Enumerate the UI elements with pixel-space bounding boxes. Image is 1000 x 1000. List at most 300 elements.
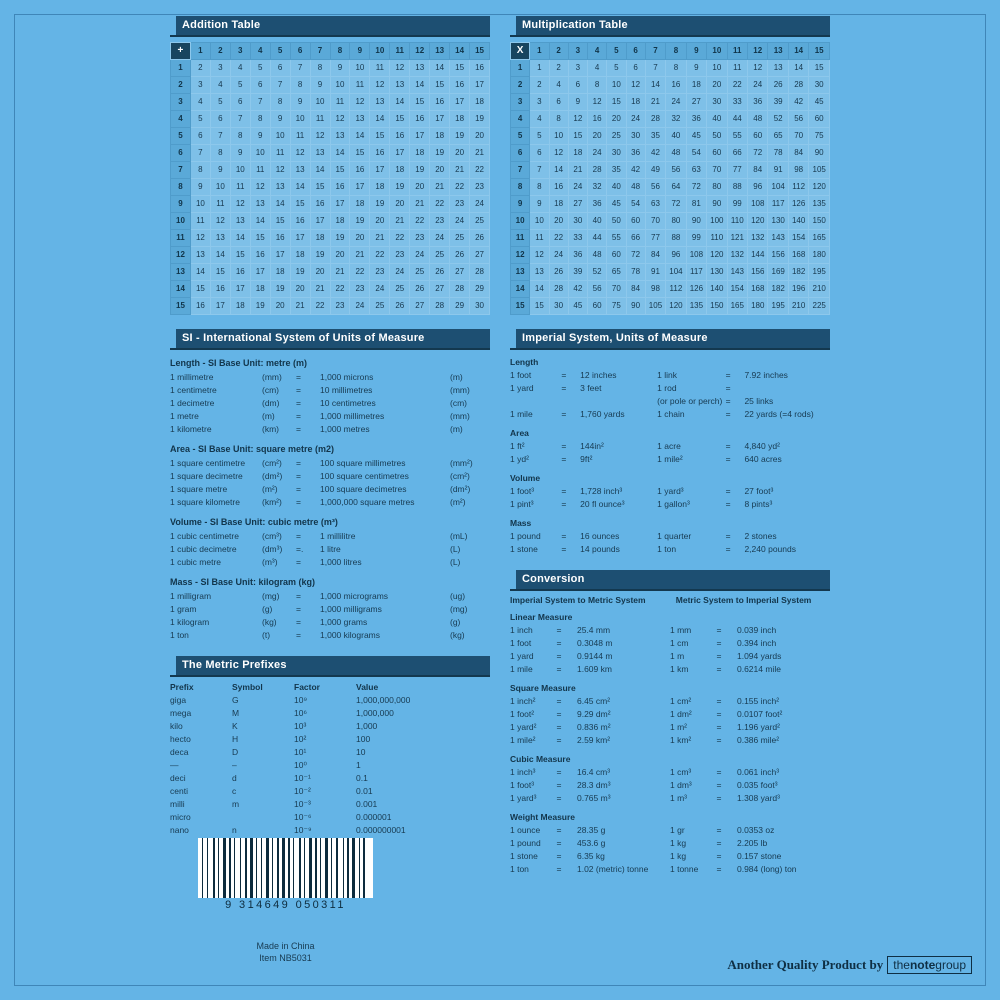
si-value: 1,000 grams [320,617,368,627]
imperial-unit-b: (or pole or perch) [657,396,723,406]
table-cell: 63 [645,196,665,213]
table-cell: 90 [686,213,706,230]
conversion-value-b: 0.035 foot³ [736,780,778,790]
row-header: 8 [171,179,191,196]
column-header: 7 [645,43,665,60]
table-cell: 28 [470,264,490,281]
table-cell: 60 [748,128,768,145]
si-value-symbol: (L) [450,544,461,554]
table-cell: 13 [530,264,549,281]
si-row [170,556,490,569]
conversion-head-imperial-to-metric: Imperial System to Metric System [510,595,646,605]
table-cell: 27 [686,94,706,111]
table-cell: 9 [530,196,549,213]
imperial-value-a: 9ft² [580,454,593,464]
conversion-equals-a: = [556,664,562,674]
table-cell: 11 [270,145,290,162]
table-cell: 32 [588,179,607,196]
table-cell: 104 [768,179,788,196]
conversion-equals-a: = [556,735,562,745]
conversion-equals-a: = [556,825,562,835]
table-cell: 98 [645,281,665,298]
conversion-equals-a: = [556,864,562,874]
table-cell: 4 [588,60,607,77]
table-cell: 84 [788,145,808,162]
table-cell: 25 [370,298,390,315]
table-cell: 75 [809,128,830,145]
imperial-equals-b: = [725,499,731,509]
table-cell: 21 [370,230,390,247]
imperial-unit-a: 1 mile [510,409,533,419]
table-cell: 28 [588,162,607,179]
table-cell: 45 [809,94,830,111]
conversion-equals-a: = [556,851,562,861]
table-cell: 18 [230,298,250,315]
table-cell: 11 [290,128,310,145]
table-cell: 9 [310,77,330,94]
column-header: 5 [607,43,626,60]
table-cell: 15 [410,94,430,111]
table-cell: 6 [530,145,549,162]
table-cell: 15 [568,128,587,145]
table-cell: 15 [310,179,330,196]
table-cell: 17 [270,247,290,264]
imperial-unit-a: 1 foot [510,370,532,380]
table-cell: 10 [707,60,727,77]
table-cell: 9 [568,94,587,111]
conversion-row [510,824,830,837]
table-cell: 7 [230,111,250,128]
si-row [170,423,490,436]
table-cell: 21 [350,247,370,264]
column-header: 11 [727,43,747,60]
table-cell: 19 [430,145,450,162]
imperial-equals-b: = [725,370,731,380]
prefix-row [170,708,466,721]
conversion-unit-b: 1 dm² [670,709,692,719]
table-cell: 55 [607,230,626,247]
table-cell: 14 [310,162,330,179]
table-cell: 24 [748,77,768,94]
table-cell: 60 [809,111,830,128]
conversion-value-b: 1.094 yards [736,651,782,661]
table-cell: 56 [666,162,686,179]
column-header: 12 [748,43,768,60]
conversion-equals-b: = [716,638,722,648]
row-header: 6 [511,145,530,162]
table-row [171,298,490,315]
row-header: 3 [171,94,191,111]
table-row [511,60,830,77]
si-block [170,577,490,642]
table-row [511,162,830,179]
table-cell: 42 [568,281,587,298]
table-cell: 18 [370,179,390,196]
table-cell: 10 [250,145,270,162]
table-cell: 42 [788,94,808,111]
prefix-cell [232,812,294,825]
conversion-equals-a: = [556,780,562,790]
conversion-row [510,624,830,637]
table-cell: 7 [270,77,290,94]
conversion-value-b: 0.061 inch³ [736,767,780,777]
prefix-cell: 10² [294,734,307,744]
imperial-equals-a: = [561,454,567,464]
table-cell: 17 [210,298,230,315]
conversion-column-headers [510,595,830,605]
table-cell: 8 [210,145,230,162]
si-symbol: (mm) [262,372,282,382]
table-cell: 11 [330,94,350,111]
table-cell: 13 [390,77,410,94]
table-cell: 80 [666,213,686,230]
table-cell: 32 [666,111,686,128]
column-header: 4 [588,43,607,60]
table-cell: 99 [686,230,706,247]
table-row [171,60,490,77]
table-cell: 13 [230,213,250,230]
imperial-value-a: 12 inches [580,370,617,380]
conversion-equals-a: = [556,838,562,848]
table-cell: 77 [645,230,665,247]
table-cell: 84 [626,281,645,298]
table-cell: 16 [270,230,290,247]
conversion-group-heading: Weight Measure [510,812,576,822]
column-header: 6 [626,43,645,60]
table-cell: 84 [748,162,768,179]
table-cell: 20 [410,179,430,196]
multiplication-table [510,42,830,315]
si-unit: 1 kilogram [170,617,210,627]
imperial-row [510,485,830,498]
si-row [170,603,490,616]
conversion-value-a: 453.6 g [576,838,606,848]
conversion-unit-b: 1 km² [670,735,692,745]
conversion-unit-a: 1 yard² [510,722,537,732]
table-cell: 117 [768,196,788,213]
si-value: 1 litre [320,544,341,554]
conversion-unit-a: 1 inch² [510,696,536,706]
si-symbol: (m²) [262,484,278,494]
table-cell: 4 [549,77,568,94]
table-cell: 126 [788,196,808,213]
table-cell: 120 [666,298,686,315]
prefix-column-header: Prefix [170,682,194,692]
row-header: 1 [171,60,191,77]
si-row [170,397,490,410]
table-cell: 20 [390,196,410,213]
si-value: 100 square centimetres [320,471,409,481]
table-cell: 13 [350,111,370,128]
table-row [171,94,490,111]
table-cell: 22 [410,213,430,230]
table-cell: 10 [607,77,626,94]
conversion-value-a: 2.59 km² [576,735,611,745]
imperial-equals-a: = [561,531,567,541]
table-cell: 112 [788,179,808,196]
conversion-row [510,721,830,734]
table-cell: 14 [270,196,290,213]
conversion-group-heading: Cubic Measure [510,754,571,764]
conversion-equals-a: = [556,722,562,732]
table-cell: 10 [310,94,330,111]
table-cell: 140 [788,213,808,230]
si-unit: 1 ton [170,630,189,640]
conversion-unit-b: 1 kg [670,838,687,848]
imperial-unit-a: 1 foot³ [510,486,535,496]
prefix-cell: 10 [356,747,366,757]
table-cell: 15 [370,128,390,145]
si-value: 1 millilitre [320,531,356,541]
conversion-value-a: 16.4 cm³ [576,767,611,777]
table-row [511,298,830,315]
item-number-label: Item NB5031 [259,953,312,963]
table-row [171,128,490,145]
table-cell: 24 [410,247,430,264]
table-cell: 22 [727,77,747,94]
right-column [510,16,830,890]
imperial-equals-b: = [725,383,731,393]
table-cell: 17 [310,213,330,230]
table-cell: 15 [607,94,626,111]
imperial-equals-b: = [725,531,731,541]
imperial-value-b: 640 acres [744,454,782,464]
table-cell: 56 [645,179,665,196]
conversion-equals-b: = [716,780,722,790]
table-cell: 130 [768,213,788,230]
conversion-row [510,637,830,650]
conversion-unit-b: 1 m² [670,722,687,732]
imperial-unit-b: 1 ton [657,544,677,554]
prefix-cell: m [232,799,240,809]
column-header: 13 [430,43,450,60]
conversion-equals-b: = [716,767,722,777]
table-cell: 16 [666,77,686,94]
table-cell: 225 [809,298,830,315]
si-value-symbol: (L) [450,557,461,567]
table-cell: 21 [645,94,665,111]
table-cell: 14 [210,247,230,264]
table-cell: 22 [430,196,450,213]
table-cell: 23 [470,179,490,196]
table-row [511,94,830,111]
table-cell: 16 [190,298,210,315]
column-header: 3 [568,43,587,60]
si-value: 1,000 micrograms [320,591,389,601]
table-cell: 72 [748,145,768,162]
table-cell: 19 [250,298,270,315]
table-cell: 15 [250,230,270,247]
table-cell: 15 [290,196,310,213]
prefix-cell: K [232,721,238,731]
table-cell: 36 [588,196,607,213]
table-cell: 48 [748,111,768,128]
table-cell: 30 [607,145,626,162]
table-cell: 90 [626,298,645,315]
table-cell: 27 [410,298,430,315]
conversion-value-b: 0.0107 foot² [736,709,783,719]
table-cell: 195 [768,298,788,315]
table-cell: 17 [250,264,270,281]
imperial-row [510,369,830,382]
imperial-row [510,543,830,556]
table-cell: 120 [809,179,830,196]
table-cell: 6 [250,77,270,94]
conversion-value-b: 0.6214 mile [736,664,781,674]
table-cell: 23 [430,213,450,230]
table-cell: 17 [410,128,430,145]
row-header: 9 [511,196,530,213]
prefix-row [170,734,466,747]
imperial-value-b: 27 foot³ [744,486,774,496]
table-cell: 96 [666,247,686,264]
table-row [171,281,490,298]
table-cell: 21 [450,162,470,179]
prefix-cell: 1,000,000,000 [356,695,411,705]
si-equals: = [296,604,301,614]
table-cell: 4 [230,60,250,77]
row-header: 5 [171,128,191,145]
table-cell: 10 [530,213,549,230]
table-cell: 108 [686,247,706,264]
table-cell: 154 [727,281,747,298]
table-cell: 26 [768,77,788,94]
table-cell: 16 [330,179,350,196]
conversion-unit-a: 1 foot [510,638,532,648]
table-cell: 5 [190,111,210,128]
table-row [511,230,830,247]
imperial-value-b: 2,240 pounds [744,544,796,554]
conversion-unit-b: 1 m³ [670,793,687,803]
si-row [170,483,490,496]
table-cell: 13 [290,162,310,179]
table-cell: 8 [549,111,568,128]
si-symbol: (cm³) [262,531,282,541]
row-header: 10 [511,213,530,230]
prefix-cell: D [232,747,239,757]
table-cell: 18 [390,162,410,179]
table-cell: 28 [430,298,450,315]
table-cell: 20 [310,264,330,281]
table-row [511,111,830,128]
imperial-group-heading: Mass [510,518,532,528]
imperial-row [510,382,830,395]
si-equals: =. [296,544,304,554]
table-cell: 24 [430,230,450,247]
table-cell: 104 [666,264,686,281]
table-cell: 7 [190,145,210,162]
table-cell: 78 [768,145,788,162]
table-cell: 22 [310,298,330,315]
manufacturing-info [198,940,373,964]
conversion-value-a: 1.02 (metric) tonne [576,864,649,874]
table-cell: 36 [686,111,706,128]
table-cell: 30 [707,94,727,111]
table-cell: 55 [727,128,747,145]
prefix-cell: mega [170,708,192,718]
table-cell: 17 [230,281,250,298]
multiplication-table-panel [510,16,830,315]
table-cell: 120 [748,213,768,230]
conversion-value-b: 0.984 (long) ton [736,864,797,874]
conversion-unit-b: 1 cm [670,638,689,648]
prefix-cell: kilo [170,721,183,731]
table-cell: 210 [788,298,808,315]
table-cell: 45 [686,128,706,145]
si-symbol: (dm) [262,398,280,408]
si-unit: 1 square kilometre [170,497,240,507]
table-cell: 22 [350,264,370,281]
si-value: 10 centimetres [320,398,376,408]
table-cell: 19 [470,111,490,128]
prefix-cell: G [232,695,239,705]
table-cell: 33 [568,230,587,247]
prefix-row [170,760,466,773]
conversion-unit-a: 1 stone [510,851,538,861]
prefix-cell: 0.001 [356,799,378,809]
prefix-header-row [170,682,466,695]
table-cell: 36 [568,247,587,264]
imperial-unit-b: 1 mile² [657,454,683,464]
conversion-value-b: 0.039 inch [736,625,777,635]
imperial-equals-b: = [725,486,731,496]
conversion-unit-a: 1 yard [510,651,534,661]
imperial-value-a: 16 ounces [580,531,620,541]
row-header: 15 [171,298,191,315]
table-cell: 4 [190,94,210,111]
imperial-equals-b: = [725,454,731,464]
conversion-unit-a: 1 mile² [510,735,536,745]
table-cell: 30 [470,298,490,315]
si-value-symbol: (mm) [450,385,470,395]
imperial-value-b: 25 links [744,396,774,406]
conversion-unit-a: 1 mile [510,664,533,674]
si-equals: = [296,630,301,640]
imperial-value-b: 2 stones [744,531,777,541]
conversion-equals-b: = [716,722,722,732]
imperial-value-a: 14 pounds [580,544,620,554]
table-cell: 77 [727,162,747,179]
table-cell: 165 [809,230,830,247]
prefix-cell: micro [170,812,191,822]
table-cell: 20 [290,281,310,298]
prefix-cell: 0.000000001 [356,825,406,835]
table-cell: 36 [748,94,768,111]
imperial-group-heading: Volume [510,473,541,483]
table-cell: 72 [686,179,706,196]
table-cell: 26 [390,298,410,315]
table-cell: 180 [748,298,768,315]
si-value-symbol: (g) [450,617,461,627]
conversion-equals-a: = [556,696,562,706]
barcode [198,838,373,910]
prefix-row [170,695,466,708]
conversion-group-heading: Square Measure [510,683,576,693]
conversion-unit-b: 1 dm³ [670,780,692,790]
table-cell: 22 [330,281,350,298]
row-header: 14 [511,281,530,298]
row-header: 2 [511,77,530,94]
si-value-symbol: (mm²) [450,458,473,468]
imperial-row [510,530,830,543]
column-header: 6 [290,43,310,60]
table-cell: 21 [568,162,587,179]
prefix-row [170,812,466,825]
table-cell: 23 [330,298,350,315]
imperial-value-b: 7.92 inches [744,370,788,380]
prefix-row [170,786,466,799]
table-cell: 108 [748,196,768,213]
